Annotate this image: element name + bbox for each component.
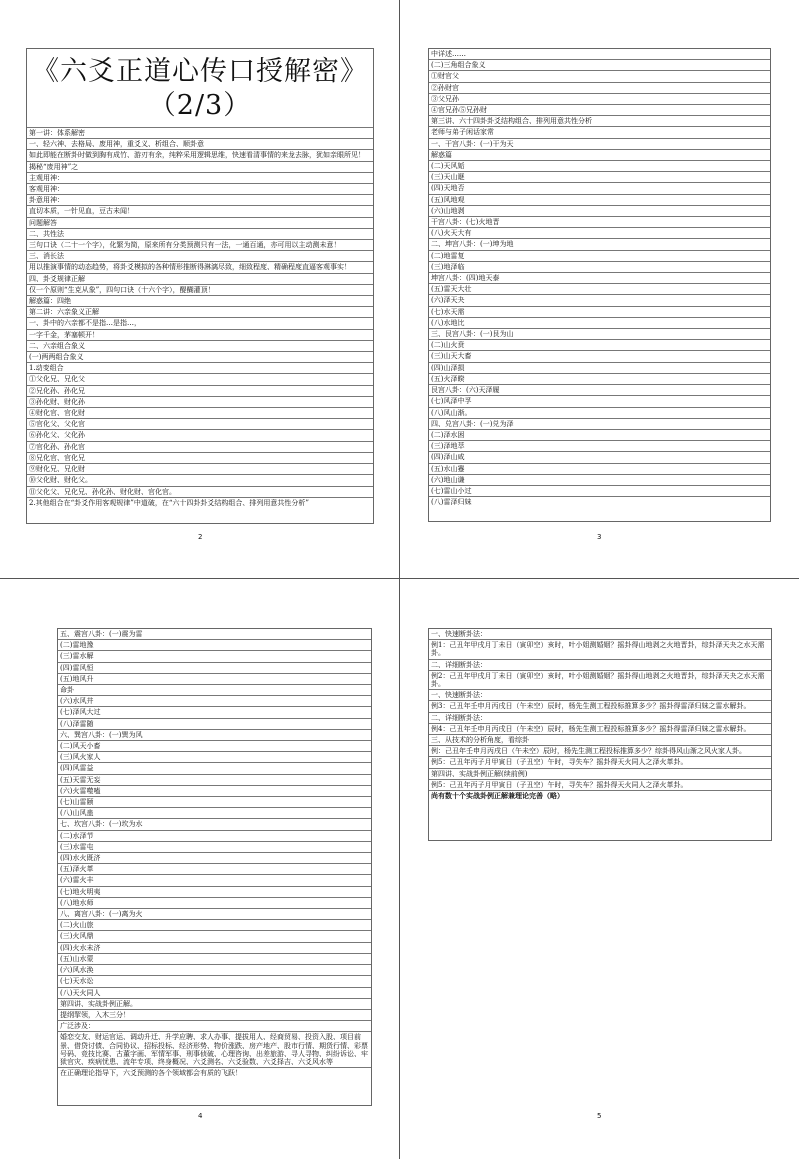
page-divider-horizontal (0, 578, 799, 579)
page2-row: ②兄化孙、孙化兄 (27, 386, 373, 397)
page3-row: 一、干宫八卦：(一)干为天 (429, 139, 770, 150)
page3-row: (三)天山遯 (429, 172, 770, 183)
page2-row: 用以推演事情的动态趋势，将卦爻模拟的各种情形推断得淋漓尽致，细致程度、精确程度直逼客观事实！ (27, 262, 373, 273)
page3-row: 坤宫八卦：(四)地天泰 (429, 273, 770, 284)
page4-row: (七)泽风大过 (58, 707, 371, 718)
page4-row: (六)风水涣 (58, 965, 371, 976)
page-number-2: 2 (198, 533, 203, 541)
page3-row: 中详述…… (429, 49, 770, 60)
page4-row: (六)火雷噬嗑 (58, 786, 371, 797)
page3-row: (五)水山蹇 (429, 464, 770, 475)
page3-row: (二)天风姤 (429, 161, 770, 172)
page2-row: 揭秘“废用神”之 (27, 162, 373, 173)
page3-row: (八)水地比 (429, 318, 770, 329)
page-5-table (428, 628, 772, 841)
page3-row: (四)泽山咸 (429, 452, 770, 463)
page3-row: 老师与弟子闲话家常 (429, 127, 770, 138)
page4-row: (五)天雷无妄 (58, 775, 371, 786)
page4-row: (三)水雷屯 (58, 842, 371, 853)
page2-row: 1.动变组合 (27, 363, 373, 374)
page4-row: (六)水风井 (58, 696, 371, 707)
page4-row: 提纲挈领，入木三分！ (58, 1010, 371, 1021)
page2-row: ①父化兄、兄化父 (27, 374, 373, 385)
page3-row: (八)风山渐。 (429, 408, 770, 419)
page2-row: ④财化官、官化财 (27, 408, 373, 419)
page2-row: ⑦官化孙、孙化官 (27, 442, 373, 453)
page3-row: (八)火天大有 (429, 228, 770, 239)
page5-row: 例3：己丑年壬申月丙戌日（午未空）辰时，杨先生测工程投标推算多少？摇卦得雷泽归妹之雷水解卦。 (429, 701, 771, 712)
page4-row: (五)山水蒙 (58, 954, 371, 965)
page4-row: 八、离宫八卦：(一)离为火 (58, 909, 371, 920)
page2-row: 二、六亲组合象义 (27, 341, 373, 352)
page4-row: 在正确理论指导下，六爻预测的各个领域都会有质的飞跃！ (60, 1069, 242, 1078)
page3-row: ①财官父 (429, 71, 770, 82)
page3-row: (三)山天大畜 (429, 351, 770, 362)
page4-row: (四)雷风恒 (58, 663, 371, 674)
page3-row: (七)风泽中孚 (429, 396, 770, 407)
page-2-table (26, 48, 374, 524)
page2-row: 如此即能在断卦时做到胸有成竹、游刃有余，纯粹采用逻辑思维，快速看清事情的来龙去脉，犹如亲眼所见！ (27, 150, 373, 161)
page4-row: 婚恋交友、财运官运、调动升迁、升学应聘、求人办事、提拔用人、经商贸易、投资入股、项目前景、借贷讨债、合同协议、招标投标、经济形势、物价涨跌、房产地产、股市行情、期货行情、彩票号码、竞技比赛、古董字画、军情军事、刑事侦破、心理咨询、出差旅游、寻人寻物、纠纷诉讼、牢狱官灾、疾病忧患、流年专项、终身概况、六爻测名、六爻验数、六爻择吉、六爻风水等 (58, 1032, 371, 1068)
page2-row: 解惑篇：四绝 (27, 296, 373, 307)
page-3-table (428, 48, 771, 522)
page5-row: 二、详细断卦法： (429, 660, 771, 671)
page2-row: (一)两两组合象义 (27, 352, 373, 363)
page2-row: ③孙化财、财化孙 (27, 397, 373, 408)
page5-row: 第四讲、实战卦例正解(续前例) (429, 769, 771, 780)
page3-row: (二)山火贲 (429, 340, 770, 351)
page2-row: 第二讲：六亲象义正解 (27, 307, 373, 318)
page3-row: ②孙财官 (429, 83, 770, 94)
page4-row: 命卦 (58, 685, 371, 696)
page5-row: 例5：己丑年丙子月甲寅日（子丑空）午时，寻失车？摇卦得天火同人之泽火革卦。 (429, 757, 771, 768)
page5-row: 例1：己丑年甲戌月丁未日（寅卯空）亥时，叶小姐测婚姻？摇卦得山地剥之火地晋卦，综卦泽天夬之水天需卦。 (429, 640, 771, 659)
page2-row: 卦意用神： (27, 195, 373, 206)
page-number-3: 3 (597, 533, 602, 541)
page2-row: 2.其他组合在“卦爻作用客观规律”中道破，在“六十四卦卦爻结构组合、排列用意共性分析” (29, 498, 309, 507)
page3-row: 解惑篇 (429, 150, 770, 161)
page3-row: (四)天地否 (429, 183, 770, 194)
page5-row: 三、从技术的分析角度，看综卦 (429, 735, 771, 746)
page2-row: 客观用神： (27, 184, 373, 195)
page4-row: (四)水火既济 (58, 853, 371, 864)
page4-row: (六)雷火丰 (58, 875, 371, 886)
page3-row: (七)水天需 (429, 307, 770, 318)
page4-row: 五、震宫八卦：(一)震为雷 (58, 629, 371, 640)
page4-row: (七)天水讼 (58, 976, 371, 987)
page4-row: (八)天火同人 (58, 988, 371, 999)
document-title: 《六爻正道心传口授解密》（2/3） (27, 49, 373, 128)
page3-row: 第三讲、六十四卦卦爻结构组合、排列用意共性分析 (429, 116, 770, 127)
page2-row: ⑤官化父、父化官 (27, 419, 373, 430)
page5-row: 一、快速断卦法： (429, 690, 771, 701)
page5-row: 例5：己丑年丙子月甲寅日（子丑空）午时，寻失车？摇卦得天火同人之泽火革卦。 (429, 780, 771, 791)
page5-row: 例2：己丑年甲戌月丁未日（寅卯空）亥时，叶小姐测婚姻？摇卦得山地剥之火地晋卦，综卦泽天夬之水天需卦。 (429, 671, 771, 690)
page2-row: ⑥孙化父、父化孙 (27, 430, 373, 441)
page3-row: (四)山泽损 (429, 363, 770, 374)
page3-row: (六)地山谦 (429, 475, 770, 486)
page2-row: 问题解答 (27, 218, 373, 229)
page4-row: (四)火水未济 (58, 943, 371, 954)
page4-row: (四)风雷益 (58, 763, 371, 774)
page3-row: ④官兄孙⑤兄孙财 (429, 105, 770, 116)
page3-row: ③父兄孙 (429, 94, 770, 105)
page4-row: (二)水泽节 (58, 831, 371, 842)
page2-row: 一、卦中的六亲都不是指…是指…， (27, 318, 373, 329)
page2-row: ⑨财化兄、兄化财 (27, 464, 373, 475)
page4-row: (七)地火明夷 (58, 887, 371, 898)
page5-row: 例4：己丑年壬申月丙戌日（午未空）辰时，杨先生测工程投标推算多少？摇卦得雷泽归妹之雷水解卦。 (429, 724, 771, 735)
page2-row: 仅一个原则“生克从象”，四句口诀（十六个字），醍醐灌顶！ (27, 285, 373, 296)
page4-row: (三)雷水解 (58, 651, 371, 662)
page2-row: ⑩父化财、财化父。 (27, 475, 373, 486)
page3-row: (二)泽水困 (429, 430, 770, 441)
page3-row: (三)地泽临 (429, 262, 770, 273)
page3-row: 二、坤宫八卦：(一)坤为地 (429, 239, 770, 250)
page2-row: 一字千金，茅塞顿开！ (27, 330, 373, 341)
page3-row: (六)山地剥 (429, 206, 770, 217)
page2-row: 四、卦爻规律正解 (27, 274, 373, 285)
page3-row: (五)火泽睽 (429, 374, 770, 385)
page5-row: 例：己丑年壬申月丙戌日（午未空）辰时，杨先生测工程投标推算多少？综卦得风山渐之风火家人卦。 (429, 746, 771, 757)
page3-row: (五)雷天大壮 (429, 284, 770, 295)
page4-row: (八)山风蛊 (58, 808, 371, 819)
page5-row: 尚有数十个实战卦例正解兼理论完善（略） (431, 791, 564, 801)
page2-row: 主观用神： (27, 173, 373, 184)
page3-row: (七)雷山小过 (429, 486, 770, 497)
page4-row: (八)地水师 (58, 898, 371, 909)
page3-row: (六)泽天夬 (429, 295, 770, 306)
page3-row: 三、艮宫八卦：(一)艮为山 (429, 329, 770, 340)
page-number-5: 5 (597, 1112, 602, 1120)
page4-row: (三)火风鼎 (58, 931, 371, 942)
page4-row: (二)雷地豫 (58, 640, 371, 651)
page2-row: 直切本质，一针见血，豆古未闻！ (27, 206, 373, 217)
page4-row: (八)泽雷随 (58, 719, 371, 730)
page3-row: 干宫八卦：(七)火地晋 (429, 217, 770, 228)
page4-row: (五)地风升 (58, 674, 371, 685)
page4-row: 七、坎宫八卦：(一)坎为水 (58, 819, 371, 830)
page-divider-vertical (399, 0, 400, 1159)
page4-row: 第四讲、实战卦例正解。 (58, 999, 371, 1010)
page5-row: 二、详细断卦法： (429, 713, 771, 724)
page2-row: ⑧兄化官、官化兄 (27, 453, 373, 464)
page4-row: 广泛涉及： (58, 1021, 371, 1032)
page5-row: 一、快速断卦法： (429, 629, 771, 640)
page3-row: (五)风地观 (429, 195, 770, 206)
page2-row: 二、共性法 (27, 229, 373, 240)
page2-row: ⑪父化父、兄化兄、孙化孙、财化财、官化官。 (27, 487, 373, 498)
page2-row: 三、消长法 (27, 251, 373, 262)
page3-row: (八)雷泽归妹 (431, 498, 472, 507)
page4-row: (七)山雷颐 (58, 797, 371, 808)
page-number-4: 4 (198, 1112, 203, 1120)
page2-row: 第一讲：体系解密 (27, 128, 373, 139)
page3-row: (三)泽地萃 (429, 441, 770, 452)
page3-row: 艮宫八卦：(六)天泽履 (429, 385, 770, 396)
page2-row: 三句口诀（二十一个字），化繁为简，原来所有分类预测只有一法，一通百通，亦可用以主动测未意！ (27, 240, 373, 251)
page3-row: (二)三角组合象义 (429, 60, 770, 71)
page4-row: (二)风天小畜 (58, 741, 371, 752)
page3-row: (二)地雷复 (429, 251, 770, 262)
page4-row: (三)风火家人 (58, 752, 371, 763)
page3-row: 四、兑宫八卦：(一)兑为泽 (429, 419, 770, 430)
page4-row: (二)火山旅 (58, 920, 371, 931)
page-4-table (57, 628, 372, 1106)
page4-row: 六、巽宫八卦：(一)巽为风 (58, 730, 371, 741)
page2-row: 一、轻六神、去格局、废用神，重爻义、析组合、顺卦意 (27, 139, 373, 150)
page4-row: (五)泽火革 (58, 864, 371, 875)
